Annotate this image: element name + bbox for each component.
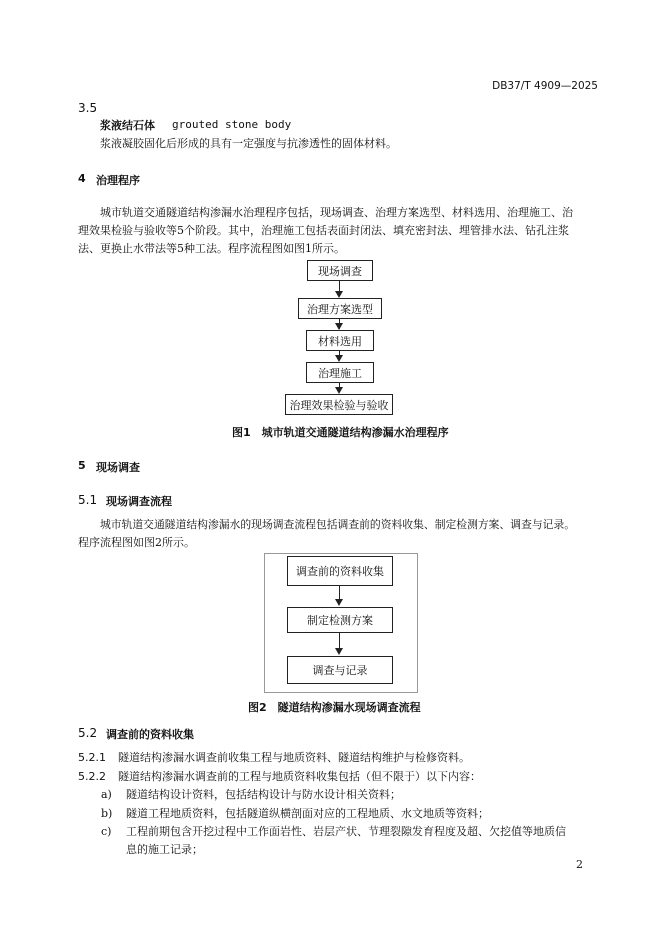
flow2-step-data-collection: 调查前的资料收集 [287,556,393,586]
section-5-number: 5 [78,459,86,472]
section-4-para-line-2: 理效果检验与验收等5个阶段。其中，治理施工包括表面封闭法、填充密封法、埋管排水法、钻孔注浆 [78,224,569,237]
section-3-5-number: 3.5 [78,101,98,115]
flow1-step-construction: 治理施工 [306,362,374,383]
page-number: 2 [576,858,583,871]
section-4-para-line-1: 城市轨道交通隧道结构渗漏水治理程序包括，现场调查、治理方案选型、材料选用、治理施工、治 [100,206,573,219]
term-definition: 浆液凝胶固化后形成的具有一定强度与抗渗透性的固体材料。 [100,137,397,150]
list-item-b-text: 隧道工程地质资料，包括隧道纵横剖面对应的工程地质、水文地质等资料； [126,807,489,820]
doc-code: DB37/T 4909—2025 [492,80,598,92]
section-5-2-number: 5.2 [78,726,98,740]
flow2-arrow-icon [335,599,343,606]
list-item-a-mark: a) [101,788,112,801]
section-5-1-para-line-2: 程序流程图如图2所示。 [78,536,195,549]
flow1-step-material-selection: 材料选用 [306,330,374,351]
clause-5-2-2-number: 5.2.2 [78,770,106,783]
flow1-arrow-icon [335,387,343,394]
list-item-a-text: 隧道结构设计资料，包括结构设计与防水设计相关资料； [126,788,401,801]
flow2-connector [339,586,340,599]
flow1-arrow-icon [335,323,343,330]
term-chinese: 浆液结石体 [100,119,155,132]
list-item-c-text-line-1: 工程前期包含开挖过程中工作面岩性、岩层产状、节理裂隙发育程度及超、欠挖值等地质信 [126,825,566,838]
section-4-title: 治理程序 [96,174,140,187]
figure-2-caption: 图2 隧道结构渗漏水现场调查流程 [248,701,421,714]
section-4-para-line-3: 法、更换止水带法等5种工法。程序流程图如图1所示。 [78,242,345,255]
flow1-step-plan-selection: 治理方案选型 [298,298,382,319]
figure-1-caption: 图1 城市轨道交通隧道结构渗漏水治理程序 [232,426,449,439]
clause-5-2-2-text: 隧道结构渗漏水调查前的工程与地质资料收集包括（但不限于）以下内容： [118,770,481,783]
section-4-number: 4 [78,172,86,185]
section-5-1-title: 现场调查流程 [106,495,172,508]
clause-5-2-1-number: 5.2.1 [78,751,106,764]
flow1-connector [339,281,340,291]
list-item-c-mark: c) [101,825,112,838]
section-5-1-para-line-1: 城市轨道交通隧道结构渗漏水的现场调查流程包括调查前的资料收集、制定检测方案、调查与记录。 [100,518,576,531]
flow1-step-site-survey: 现场调查 [307,260,373,281]
flow2-step-survey-record: 调查与记录 [287,656,393,684]
flow1-step-inspection-acceptance: 治理效果检验与验收 [285,394,393,415]
section-5-1-number: 5.1 [78,493,98,507]
clause-5-2-1-text: 隧道结构渗漏水调查前收集工程与地质资料、隧道结构维护与检修资料。 [118,751,470,764]
flow1-arrow-icon [335,291,343,298]
flow2-arrow-icon [335,648,343,655]
list-item-c-text-line-2: 息的施工记录； [126,843,203,856]
flow1-arrow-icon [335,355,343,362]
list-item-b-mark: b) [101,807,113,820]
flow2-connector [339,633,340,648]
flow2-step-testing-plan: 制定检测方案 [287,607,393,633]
term-english: grouted stone body [172,118,292,131]
section-5-title: 现场调查 [96,461,140,474]
section-5-2-title: 调查前的资料收集 [106,728,194,741]
